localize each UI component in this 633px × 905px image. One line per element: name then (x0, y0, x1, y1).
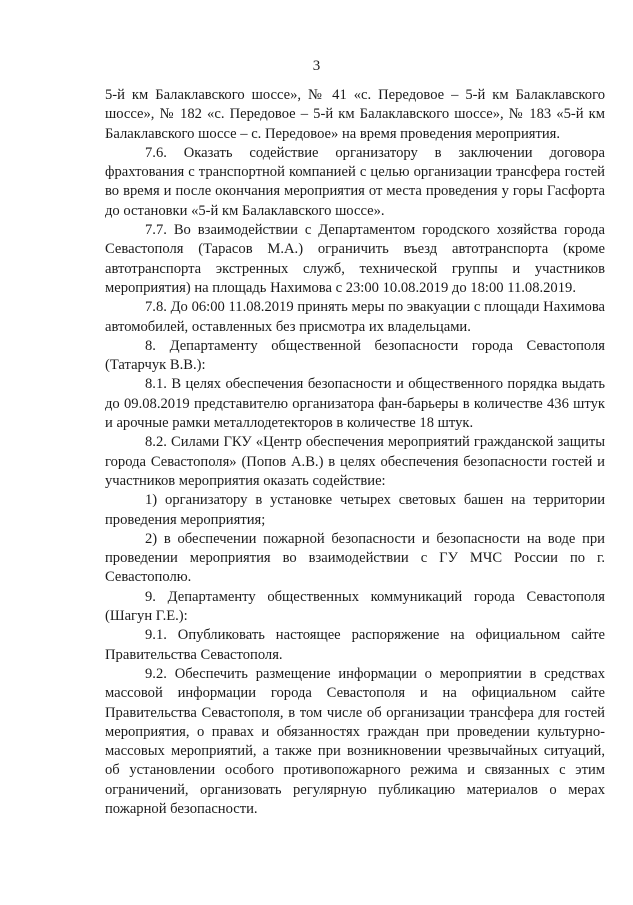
paragraph-9: 9. Департаменту общественных коммуникаций города Севастополя (Шагун Г.Е.): (105, 588, 605, 625)
paragraph-9-2: 9.2. Обеспечить размещение информации о мероприятии в средствах массовой информации города Севастополя и на официальном сайте Правительства Севастополя, в том числе об организации трансфера для гостей мероприятия, о правах и обязанностях граждан при проведении культурно-массовых мероприятий, а также при возникновении чрезвычайных ситуаций, об установлении особого противопожарного режима и связанных с этим ограничений, организовать регулярную публикацию материалов о мерах пожарной безопасности. (105, 665, 605, 817)
paragraph-8-2-item-1: 1) организатору в установке четырех световых башен на территории проведения мероприятия; (105, 492, 605, 528)
paragraph-8-2-item-2: 2) в обеспечении пожарной безопасности и безопасности на воде при проведении мероприятия во взаимодействии с ГУ МЧС России по г. Севастополю. (105, 530, 605, 586)
document-body (105, 86, 605, 819)
paragraph-8-1: 8.1. В целях обеспечения безопасности и общественного порядка выдать до 09.08.2019 представителю организатора фан-барьеры в количестве 436 штук и арочные рамки металлодетекторов в количестве 18 штук. (105, 376, 605, 432)
paragraph-7-8: 7.8. До 06:00 11.08.2019 принять меры по эвакуации с площади Нахимова автомобилей, оставленных без присмотра их владельцами. (105, 299, 605, 335)
page-number: 3 (312, 58, 321, 74)
paragraph-8-2: 8.2. Силами ГКУ «Центр обеспечения мероприятий гражданской защиты города Севастополя» (Попов А.В.) в целях обеспечения безопасности гостей и участников мероприятия оказать содействие: (105, 434, 605, 489)
paragraph-continuation: 5-й км Балаклавского шоссе», № 41 «с. Передовое – 5-й км Балаклавского шоссе», № 182 «с. Передовое – 5-й км Балаклавского шоссе», № 183 «5-й км Балаклавского шоссе – с. Передовое» на время проведения мероприятия. (105, 87, 605, 142)
paragraph-7-6: 7.6. Оказать содействие организатору в заключении договора фрахтования с транспортной компанией с целью организации трансфера гостей во время и после окончания мероприятия от места проведения у горы Гасфорта до остановки «5-й км Балаклавского шоссе». (105, 144, 605, 219)
paragraph-9-1: 9.1. Опубликовать настоящее распоряжение на официальном сайте Правительства Севастополя. (105, 627, 605, 663)
paragraph-8: 8. Департаменту общественной безопасности города Севастополя (Татарчук В.В.): (105, 337, 605, 374)
paragraph-7-7: 7.7. Во взаимодействии с Департаментом городского хозяйства города Севастополя (Тарасов М.А.) ограничить въезд автотранспорта (кроме автотранспорта экстренных служб, технической группы и участников мероприятия) на площадь Нахимова с 23:00 10.08.2019 до 18:00 11.08.2019. (105, 222, 605, 296)
